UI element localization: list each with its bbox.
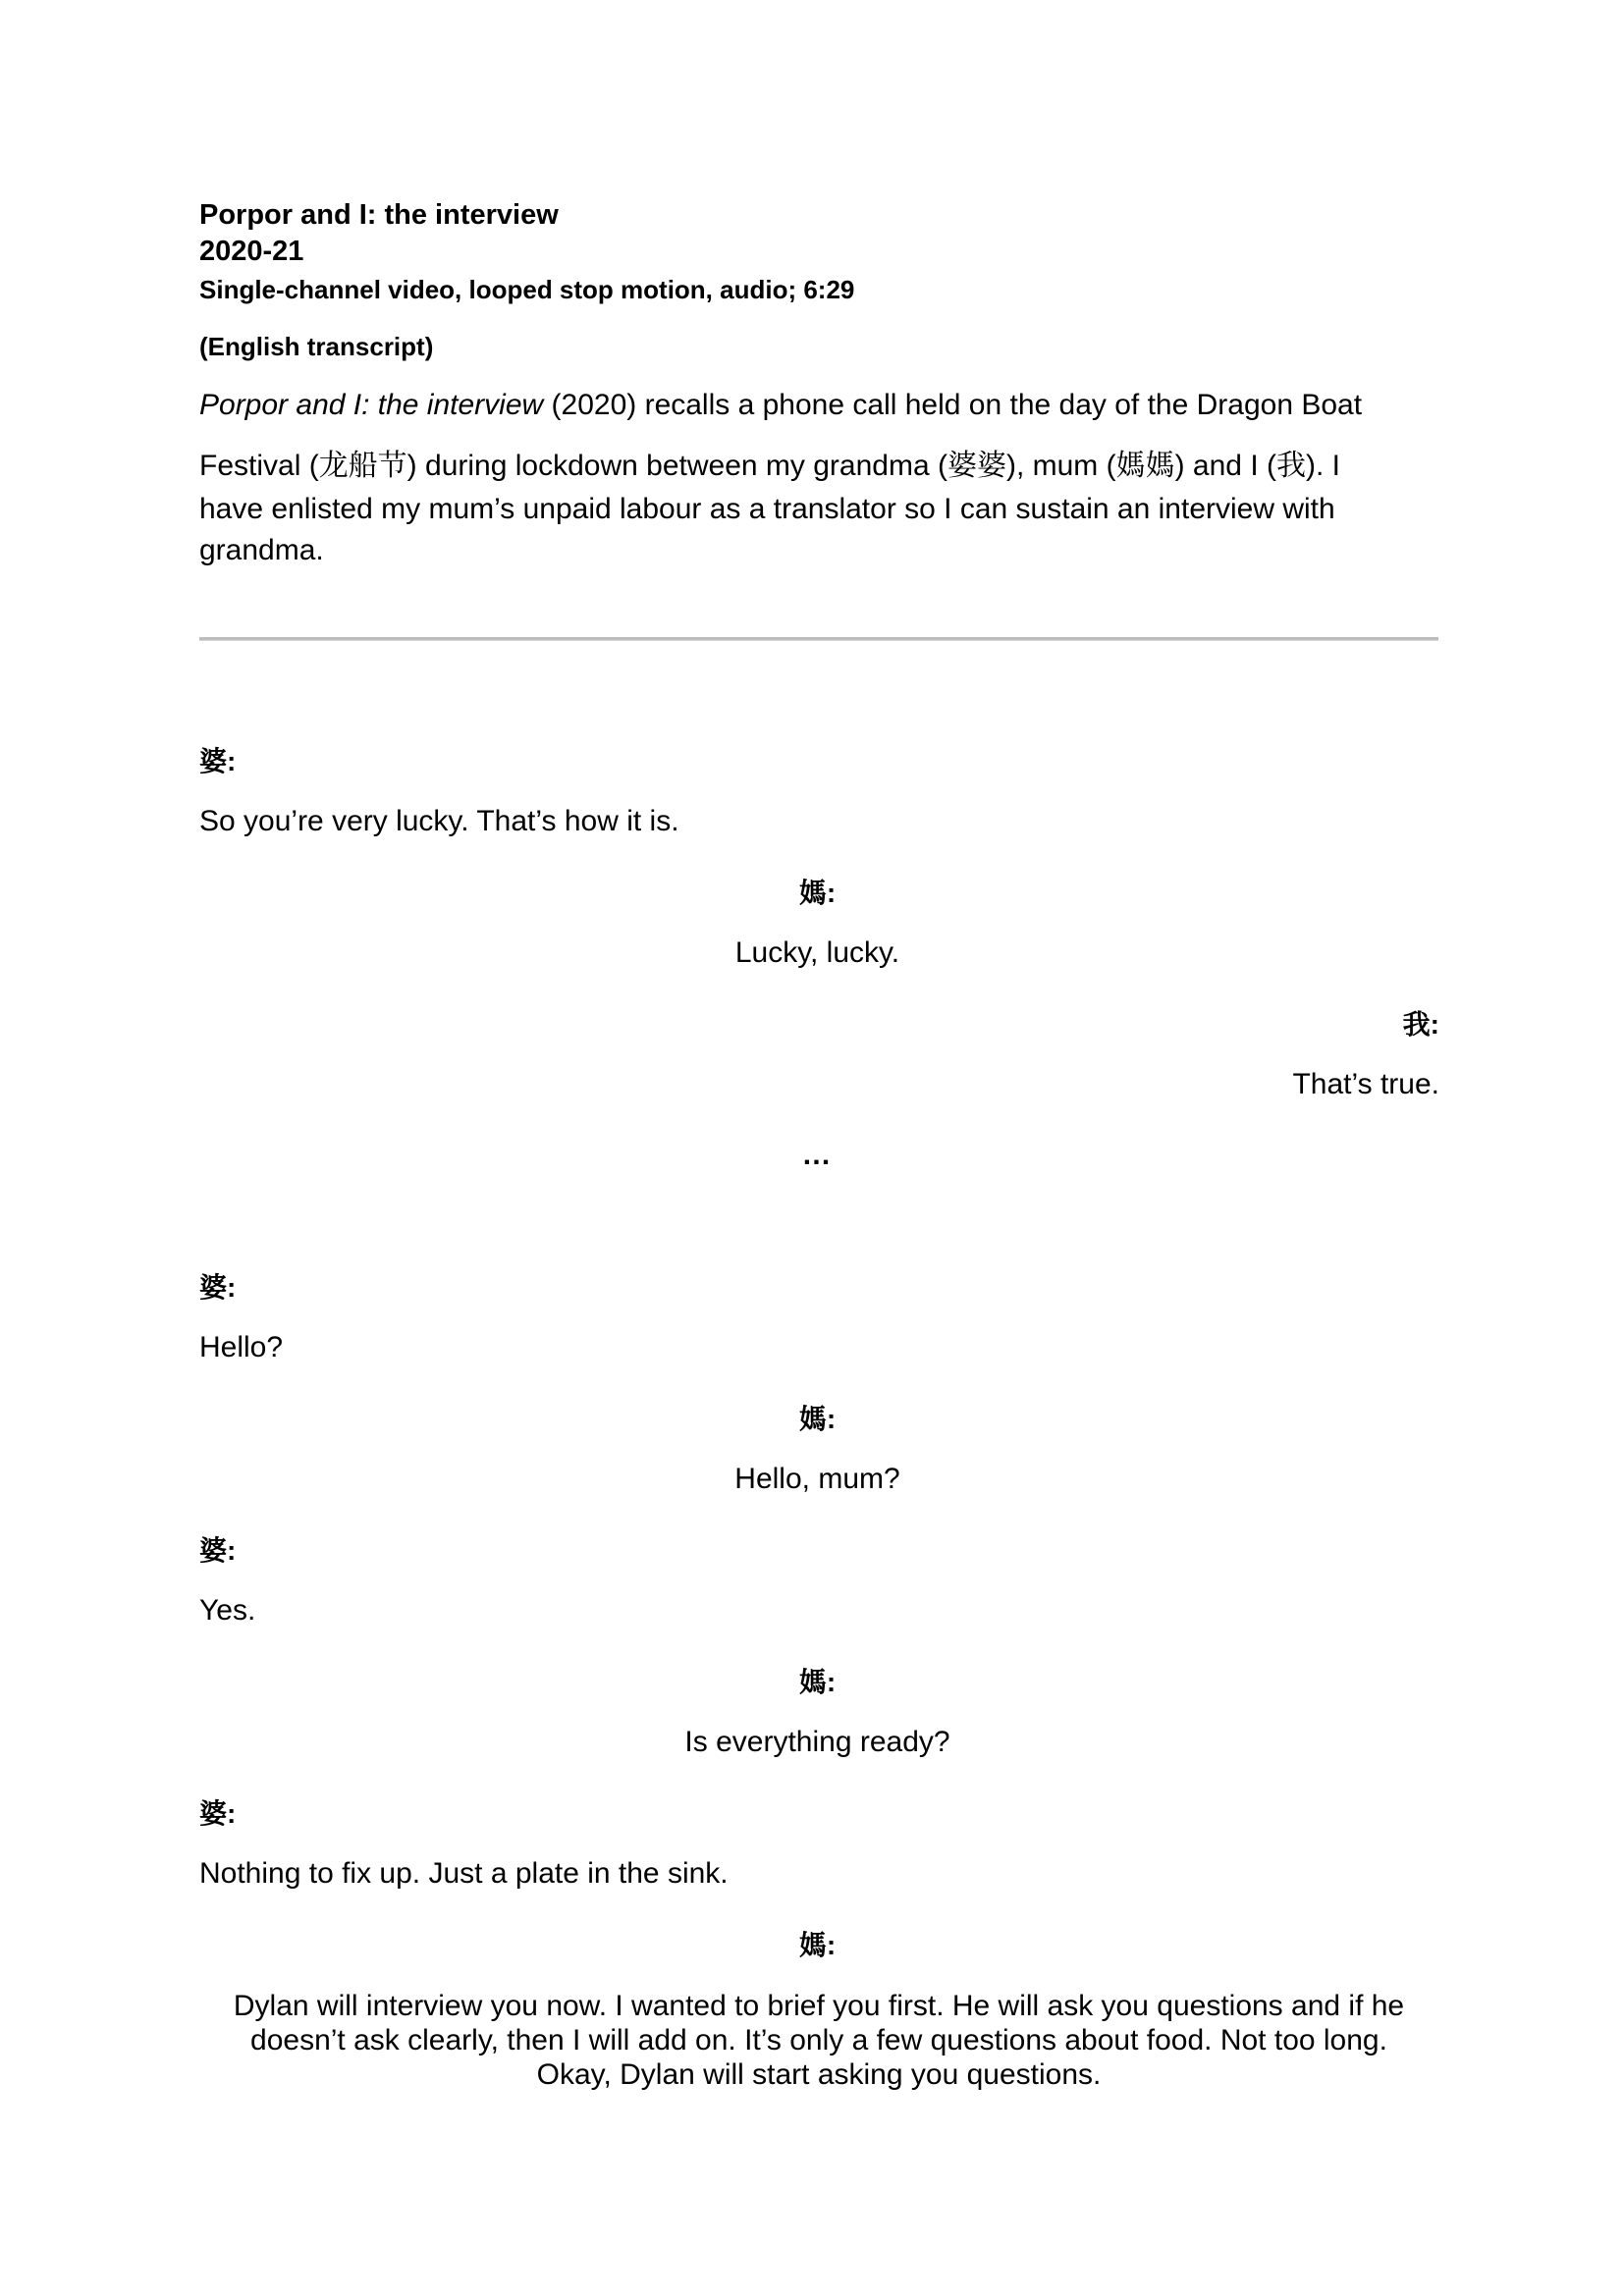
dialogue-line: Nothing to fix up. Just a plate in the sink. <box>199 1857 729 1890</box>
dialogue-line: So you’re very lucky. That’s how it is. <box>199 805 679 837</box>
dialogue-paragraph <box>199 1989 1438 2092</box>
ellipsis-break: … <box>801 1139 834 1171</box>
dialogue-line: Yes. <box>199 1594 256 1627</box>
intro-line-4: grandma. <box>199 534 324 566</box>
intro-work-title: Porpor and I: the interview <box>199 389 544 421</box>
speaker-grandma: 婆: <box>199 1272 237 1303</box>
speaker-grandma: 婆: <box>199 1798 237 1829</box>
work-medium: Single-channel video, looped stop motion, audio; 6:29 <box>199 275 855 304</box>
speaker-me: 我: <box>1402 1009 1439 1040</box>
section-divider <box>199 637 1438 641</box>
intro-line-3: have enlisted my mum’s unpaid labour as a translator so I can sustain an interview with <box>199 493 1335 525</box>
dialogue-paragraph-line-1: Dylan will interview you now. I wanted to brief you first. He will ask you questions and if he <box>233 1990 1405 2022</box>
dialogue-paragraph-line-3: Okay, Dylan will start asking you questions. <box>536 2058 1102 2091</box>
dialogue-line: Hello, mum? <box>734 1463 900 1495</box>
speaker-mum: 媽: <box>798 878 837 908</box>
intro-line-1-rest: (2020) recalls a phone call held on the day of the Dragon Boat <box>543 389 1363 421</box>
speaker-mum: 媽: <box>798 1930 837 1960</box>
speaker-mum: 媽: <box>798 1667 837 1697</box>
dialogue-line: Is everything ready? <box>684 1726 950 1758</box>
work-year: 2020-21 <box>199 236 304 267</box>
speaker-mum: 媽: <box>798 1404 837 1434</box>
dialogue-line: That’s true. <box>1292 1068 1439 1100</box>
intro-line-2: Festival (龙船节) during lockdown between my grandma (婆婆), mum (媽媽) and I (我). I <box>199 450 1340 482</box>
dialogue-line: Hello? <box>199 1331 284 1363</box>
speaker-grandma: 婆: <box>199 1535 237 1566</box>
intro-line-1 <box>199 389 1362 422</box>
dialogue-paragraph-line-2: doesn’t ask clearly, then I will add on. It’s only a few questions about food. Not too long. <box>250 2024 1387 2056</box>
work-title: Porpor and I: the interview <box>199 199 559 231</box>
transcript-note: (English transcript) <box>199 332 434 361</box>
speaker-grandma: 婆: <box>199 746 237 776</box>
dialogue-line: Lucky, lucky. <box>734 936 900 969</box>
